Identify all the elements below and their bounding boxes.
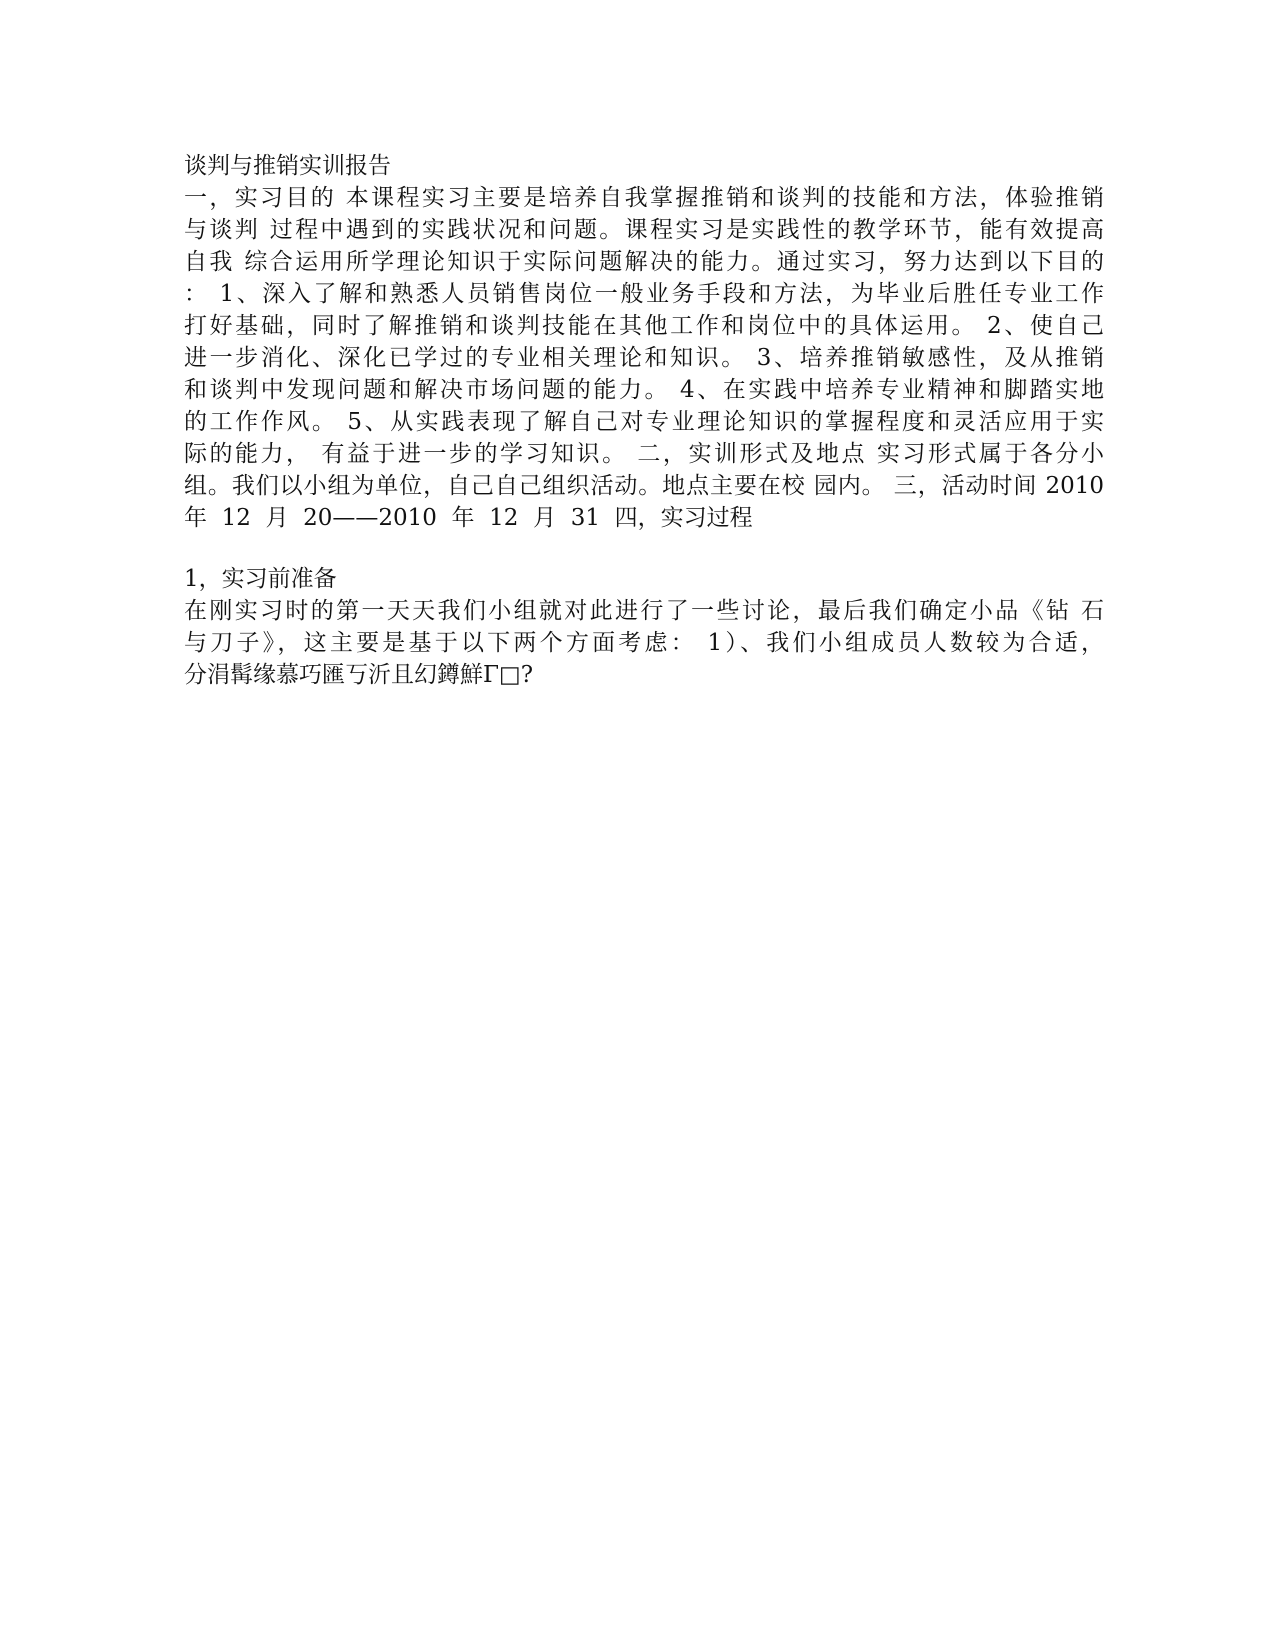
text-line: 的工作作风。 5、从实践表现了解自己对专业理论知识的掌握程度和灵活应用于实 bbox=[184, 409, 1104, 435]
text-line: 和谈判中发现问题和解决市场问题的能力。 4、在实践中培养专业精神和脚踏实地 bbox=[184, 377, 1104, 403]
report-body bbox=[184, 150, 1104, 534]
text-line: 与刀子》，这主要是基于以下两个方面考虑： 1）、我们小组成员人数较为合适， bbox=[184, 630, 1104, 656]
text-line: 一，实习目的 本课程实习主要是培养自我掌握推销和谈判的技能和方法，体验推销 bbox=[184, 185, 1104, 211]
text-line: 打好基础，同时了解推销和谈判技能在其他工作和岗位中的具体运用。 2、使自己 bbox=[184, 313, 1104, 339]
text-line: 进一步消化、深化已学过的专业相关理论和知识。 3、培养推销敏感性，及从推销 bbox=[184, 345, 1104, 371]
section-heading: 1，实习前准备 bbox=[184, 566, 337, 592]
garbled-text-line: 分涓髯缘慕巧匯丂沂且幻鐏鮮Γ□? bbox=[184, 662, 534, 688]
text-line: 在刚实习时的第一天天我们小组就对此进行了一些讨论，最后我们确定小品《钻 石 bbox=[184, 598, 1104, 624]
preparation-section bbox=[184, 563, 1104, 691]
text-line: 自我 综合运用所学理论知识于实际问题解决的能力。通过实习，努力达到以下目的 bbox=[184, 249, 1104, 275]
text-line: 组。我们以小组为单位，自己自己组织活动。地点主要在校 园内。 三，活动时间 2010 bbox=[184, 473, 1104, 499]
text-line: 年 12 月 20——2010 年 12 月 31 四，实习过程 bbox=[184, 505, 753, 531]
text-line: ： 1、深入了解和熟悉人员销售岗位一般业务手段和方法，为毕业后胜任专业工作 bbox=[184, 281, 1104, 307]
text-line: 与谈判 过程中遇到的实践状况和问题。课程实习是实践性的教学环节，能有效提高 bbox=[184, 217, 1104, 243]
report-title: 谈判与推销实训报告 bbox=[184, 153, 391, 179]
text-line: 际的能力， 有益于进一步的学习知识。 二，实训形式及地点 实习形式属于各分小 bbox=[184, 441, 1104, 467]
